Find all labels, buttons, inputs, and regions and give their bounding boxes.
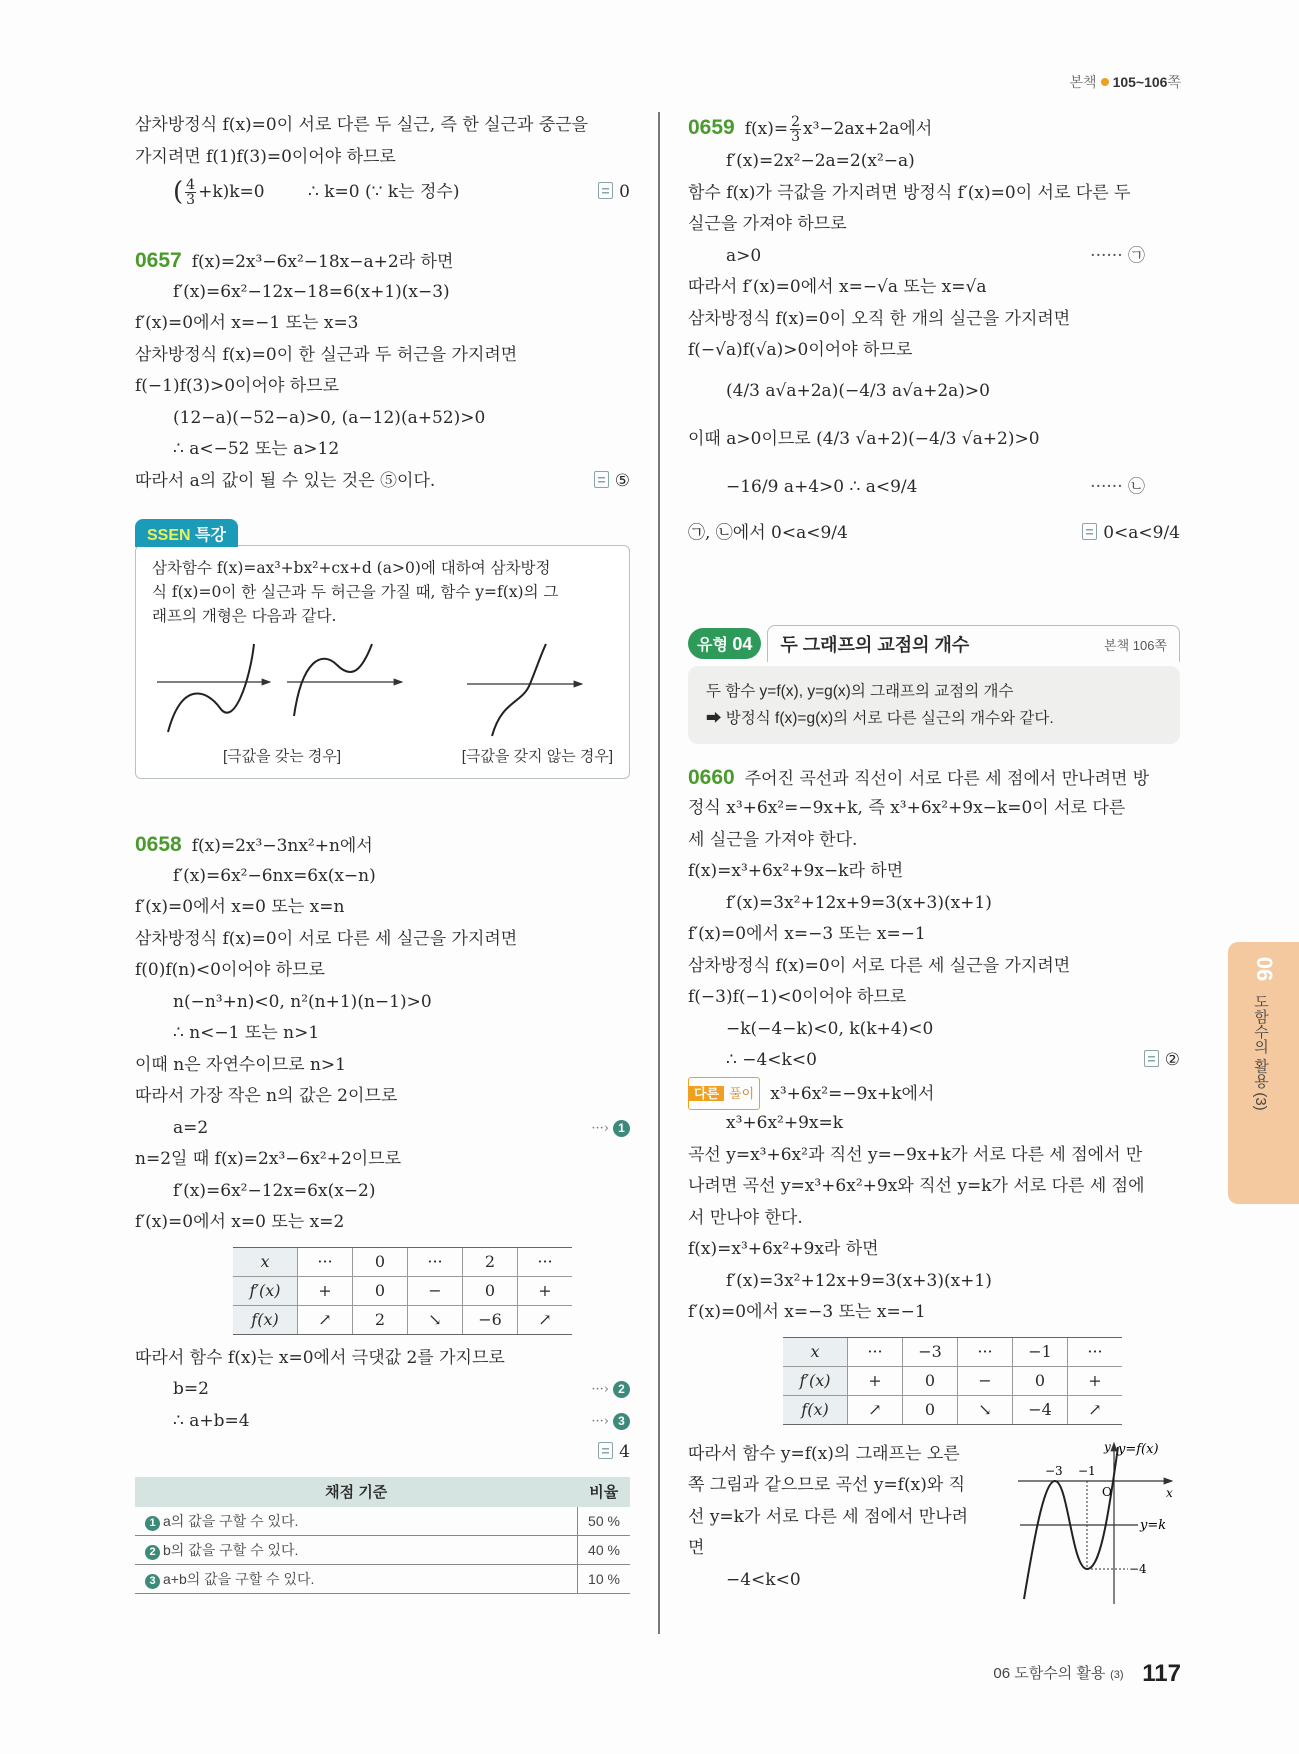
chapter-number: 06	[1252, 956, 1278, 982]
fraction: $\frac{2}{3}$	[791, 114, 801, 145]
header-page-reference	[1070, 72, 1182, 92]
text-line: ∴ a<−52 또는 a>12	[173, 439, 340, 459]
svg-text:−1: −1	[1078, 1463, 1096, 1478]
text-line: 이때 a>0이므로 (4/3 √a+2)(−4/3 √a+2)>0	[688, 428, 1040, 449]
type-badge: 유형 04	[688, 628, 761, 659]
text-line: 따라서 f′(x)=0에서 x=−√a 또는 x=√a	[688, 277, 987, 297]
page-footer	[993, 1660, 1181, 1688]
text-line: 함수 f(x)가 극값을 가지려면 방정식 f′(x)=0이 서로 다른 두	[688, 182, 1131, 203]
text-line: ∴ n<−1 또는 n>1	[173, 1023, 320, 1043]
text-line: 삼차함수 f(x)=ax³+bx²+cx+d (a>0)에 대하여 삼차방정	[152, 559, 551, 577]
calc-expr: +k)k=0	[198, 182, 265, 202]
answer-line	[135, 1437, 630, 1469]
text-line: 쪽 그림과 같으므로 곡선 y=f(x)와 직	[688, 1475, 966, 1495]
ssen-special-lecture-box	[135, 519, 630, 779]
answer: ⑤	[594, 466, 630, 498]
text-line: n=2일 때 f(x)=2x³−6x²+2이므로	[135, 1149, 402, 1169]
reference-mark: ······ ㉡	[1090, 476, 1145, 497]
ref-line: a>0 ······ ㉠	[688, 241, 1180, 273]
type-04-header	[688, 625, 1180, 662]
text-line: f(−3)f(−1)<0이어야 하므로	[688, 987, 907, 1007]
text-line: 래프의 개형은 다음과 같다.	[152, 607, 337, 625]
graph-text	[688, 1439, 998, 1597]
text-line: f′(x)=6x²−6nx=6x(x−n)	[173, 865, 376, 886]
text-line: 정식 x³+6x²=−9x+k, 즉 x³+6x²+9x−k=0이 서로 다른	[688, 798, 1126, 818]
text-line: (12−a)(−52−a)>0, (a−12)(a+52)>0	[173, 407, 486, 428]
text-line: −4<k<0	[726, 1569, 801, 1590]
graph-explanation	[688, 1439, 1180, 1609]
calc-conclusion: ∴ k=0 (∵ k는 정수)	[308, 182, 460, 202]
text-line: 삼차방정식 f(x)=0이 한 실근과 두 허근을 가지려면	[135, 344, 518, 365]
page-unit: 쪽	[1167, 74, 1181, 90]
table-row: 1 a의 값을 구할 수 있다. 50 %	[135, 1507, 630, 1536]
text-line: 따라서 함수 f(x)는 x=0에서 극댓값 2를 가지므로	[135, 1347, 505, 1368]
answer-icon	[594, 471, 609, 488]
step-marker-3: ···› 3	[591, 1406, 630, 1438]
text-line: f′(x)=3x²+12x+9=3(x+3)(x+1)	[726, 892, 992, 913]
chapter-side-tab[interactable]	[1228, 942, 1299, 1204]
conclusion-line: ∴ −4<k<0 ②	[688, 1045, 1180, 1077]
text-line: f′(x)=0에서 x=−3 또는 x=−1	[688, 1302, 926, 1322]
text-line: 따라서 가장 작은 n의 값은 2이므로	[135, 1086, 398, 1106]
text-line: f′(x)=2x²−2a=2(x²−a)	[726, 151, 915, 171]
text-line: 곡선 y=x³+6x²과 직선 y=−9x+k가 서로 다른 세 점에서 만	[688, 1144, 1143, 1165]
problem-0660: 0660 주어진 곡선과 직선이 서로 다른 세 점에서 만나려면 방 정식 x³+6x²=−9x+k, 즉 x³+6x²+9x−k=0이 서로 다른 세 실근을 가져야 한다. f(x)=x³+6x²+9x−k라 하면 f′(x)=3x²+12x+9=3(x+3)(x+1) f′(x)=0에서 x=−3 또는 x=−1 삼차방정식 f(x)=0이 서로 다른 세 실근을 가지려면 f(−3)f(−1)<0이어야 하므로 −k(−4−k)<0, k(k+4)<0 ∴ −4<k<0 ② 다른 풀이 x³+6x²=−9x+k에서 x³+6x²+9x=k 곡선 y=x³+6x²과 직선 y=−9x+k가 서로 다른 세 점에서 만 나려면 곡선 y=x³+6x²+9x와 직선 y=k가 서로 다른 세 점에 서 만나야 한다. f(x)=x³+6x²+9x라 하면 f′(x)=3x²+12x+9=3(x+3)(x+1) f′(x)=0에서 x=−3 또는 x=−1 x ··· −3 ··· −1 ··· f′(x) + 0 − 0 + f(x) ↗ 0 ↘ −4 ↗ 따라서 함수 y=f(x)의 그래프는 오른 쪽 그림과 같으므로 곡선 y=f(x)와 직 선 y=k가 서로 다른 세 점에서 만나려 면 −4<k<0 y=f(x) y x O y=k −3 −1 −4	[688, 762, 1180, 1609]
concept-box	[688, 666, 1180, 744]
variation-table: x ··· −3 ··· −1 ··· f′(x) + 0 − 0 + f(x) ↗ 0 ↘ −4 ↗	[783, 1337, 1122, 1425]
footer-chapter: 06 도함수의 활용	[993, 1665, 1106, 1682]
problem-0657	[135, 245, 630, 497]
alternative-solution-badge: 다른 풀이	[688, 1077, 760, 1111]
text-line: 삼차방정식 f(x)=0이 서로 다른 두 실근, 즉 한 실근과 중근을	[135, 115, 589, 135]
text-line: (4/3 a√a+2a)(−4/3 a√a+2a)>0	[726, 380, 990, 401]
svg-text:y: y	[1104, 1439, 1111, 1454]
answer-icon	[598, 182, 613, 199]
ssen-tab: SSEN 특강	[135, 519, 238, 547]
ref-line: −16/9 a+4>0 ∴ a<9/4 ······ ㉡	[688, 463, 1180, 511]
text-line: f(x)=2x³−3nx²+n에서	[191, 836, 373, 856]
text-line: x³+6x²+9x=k	[726, 1113, 844, 1133]
problem-number: 0657	[135, 249, 182, 272]
reference-mark: ······ ㉠	[1090, 245, 1145, 266]
text-line: f′(x)=6x²−12x−18=6(x+1)(x−3)	[173, 281, 450, 302]
text-line: f′(x)=0에서 x=0 또는 x=n	[135, 897, 345, 917]
text-line: 두 함수 y=f(x), y=g(x)의 그래프의 교점의 개수	[706, 682, 1014, 700]
alternative-solution: 다른 풀이 x³+6x²=−9x+k에서	[688, 1077, 1180, 1109]
text-line: f(−1)f(3)>0이어야 하므로	[135, 376, 339, 396]
text-line: ➡ 방정식 f(x)=g(x)의 서로 다른 실근의 개수와 같다.	[706, 709, 1054, 727]
problem-number: 0660	[688, 765, 735, 789]
text-line: 나려면 곡선 y=x³+6x²+9x와 직선 y=k가 서로 다른 세 점에	[688, 1176, 1145, 1196]
page-range: 105~106	[1112, 74, 1168, 90]
answer-icon	[598, 1442, 613, 1459]
caption-with-extrema: [극값을 갖는 경우]	[222, 748, 342, 765]
footer-sub: (3)	[1110, 1669, 1124, 1681]
text-line: f′(x)=3x²+12x+9=3(x+3)(x+1)	[726, 1270, 992, 1291]
bullet-dot-icon	[1101, 78, 1109, 86]
svg-text:y=f(x): y=f(x)	[1118, 1441, 1159, 1457]
text-line: 이때 n은 자연수이므로 n>1	[135, 1054, 346, 1075]
answer-icon	[1144, 1050, 1159, 1067]
intro-solution	[135, 110, 630, 211]
text-line: 식 f(x)=0이 한 실근과 두 허근을 가질 때, 함수 y=f(x)의 그	[152, 583, 559, 601]
calc-line: ( $\frac{4}{3}$ +k)k=0 ∴ k=0 (∵ k는 정수) 0	[135, 173, 630, 211]
criteria-header: 채점 기준	[135, 1477, 578, 1507]
left-column	[135, 110, 630, 1594]
svg-text:y=k: y=k	[1140, 1517, 1167, 1533]
right-column	[688, 110, 1180, 1609]
text-line: 선 y=k가 서로 다른 세 점에서 만나려	[688, 1506, 969, 1527]
svg-text:O: O	[1102, 1484, 1112, 1499]
caption-without-extrema: [극값을 갖지 않는 경우]	[461, 748, 613, 765]
answer: 4	[598, 1437, 630, 1469]
fraction: $\frac{4}{3}$	[186, 177, 196, 208]
text-line: f(x)=x³+6x²+9x−k라 하면	[688, 861, 904, 881]
svg-text:−4: −4	[1129, 1561, 1147, 1576]
svg-text:−3: −3	[1045, 1463, 1063, 1478]
page-number: 117	[1142, 1660, 1181, 1687]
cubic-graphs	[152, 640, 613, 766]
text-line: f(x)=x³+6x²+9x라 하면	[688, 1239, 879, 1259]
conclusion-line: ㉠, ㉡에서 0<a<9/4 0<a<9/4	[688, 511, 1180, 555]
text-line: n(−n³+n)<0, n²(n+1)(n−1)>0	[173, 991, 432, 1012]
scoring-criteria-table	[135, 1477, 630, 1594]
table-row: 2 b의 값을 구할 수 있다. 40 %	[135, 1535, 630, 1564]
book-label: 본책	[1069, 74, 1097, 90]
text-line: 삼차방정식 f(x)=0이 서로 다른 세 실근을 가지려면	[135, 928, 518, 949]
ratio-header: 비율	[578, 1477, 631, 1507]
text-line: 따라서 함수 y=f(x)의 그래프는 오른	[688, 1443, 960, 1464]
text-line: f′(x)=0에서 x=−3 또는 x=−1	[688, 924, 926, 944]
text-line: −k(−4−k)<0, k(k+4)<0	[726, 1018, 934, 1039]
cubic-graph-with-extrema-icon	[152, 640, 412, 740]
text-line: f′(x)=6x²−12x=6x(x−2)	[173, 1180, 376, 1201]
graph-without-extrema	[462, 640, 613, 766]
step-marker-2: ···› 2	[591, 1374, 630, 1406]
answer: 0	[598, 173, 630, 211]
answer: 0<a<9/4	[1082, 511, 1180, 555]
text-line: f(−√a)f(√a)>0이어야 하므로	[688, 340, 913, 360]
text-line: 세 실근을 가져야 한다.	[688, 829, 858, 850]
text-line: 삼차방정식 f(x)=0이 오직 한 개의 실근을 가지려면	[688, 308, 1071, 329]
text-line: f′(x)=0에서 x=0 또는 x=2	[135, 1212, 345, 1232]
text-line: 실근을 가져야 하므로	[688, 214, 847, 234]
conclusion-line: 따라서 a의 값이 될 수 있는 것은 ⑤이다. ⑤	[135, 466, 630, 498]
text-line: f(0)f(n)<0이어야 하므로	[135, 960, 325, 980]
variation-table: x ··· 0 ··· 2 ··· f′(x) + 0 − 0 + f(x) ↗ 2 ↘ −6 ↗	[233, 1247, 572, 1335]
chapter-label: 도함수의 활용 (3)	[1252, 994, 1269, 1111]
svg-text:x: x	[1166, 1485, 1173, 1500]
ssen-body	[135, 545, 630, 779]
text-line: 삼차방정식 f(x)=0이 서로 다른 세 실근을 가지려면	[688, 955, 1071, 976]
table-row: 3 a+b의 값을 구할 수 있다. 10 %	[135, 1564, 630, 1593]
column-divider	[658, 112, 660, 1634]
step-line: b=2 ···› 2	[135, 1374, 630, 1406]
text-line: 면	[688, 1538, 705, 1558]
graphs-with-extrema	[152, 640, 412, 766]
text-line: f(x)=2x³−6x²−18x−a+2라 하면	[191, 252, 454, 272]
step-marker-1: ···› 1	[591, 1113, 630, 1145]
text-line: 가지려면 f(1)f(3)=0이어야 하므로	[135, 146, 396, 167]
problem-0659: 0659 f(x)= $\frac{2}{3}$ x³−2ax+2a에서 f′(x)=2x²−2a=2(x²−a) 함수 f(x)가 극값을 가지려면 방정식 f′(x)=0이 서로 다른 두 실근을 가져야 하므로 a>0 ······ ㉠ 따라서 f′(x)=0에서 x=−√a 또는 x=√a 삼차방정식 f(x)=0이 오직 한 개의 실근을 가지려면 f(−√a)f(√a)>0이어야 하므로 (4/3 a√a+2a)(−4/3 a√a+2a)>0 이때 a>0이므로 (4/3 √a+2)(−4/3 √a+2)>0 −16/9 a+4>0 ∴ a<9/4 ······ ㉡ ㉠, ㉡에서 0<a<9/4 0<a<9/4	[688, 110, 1180, 555]
step-line: ∴ a+b=4 ···› 3	[135, 1406, 630, 1438]
cubic-function-graph	[1010, 1439, 1180, 1609]
problem-number: 0658	[135, 833, 182, 856]
problem-0658	[135, 829, 630, 1469]
type-page-ref: 본책 106쪽	[1104, 637, 1167, 653]
cubic-graph-without-extrema-icon	[462, 640, 592, 740]
answer-icon	[1082, 523, 1097, 540]
answer: ②	[1144, 1045, 1180, 1077]
problem-number: 0659	[688, 116, 735, 139]
step-line: a=2 ···› 1	[135, 1113, 630, 1145]
text-line: f′(x)=0에서 x=−1 또는 x=3	[135, 313, 359, 333]
text-line: 서 만나야 한다.	[688, 1207, 803, 1228]
type-title: 두 그래프의 교점의 개수 본책 106쪽	[767, 625, 1180, 662]
